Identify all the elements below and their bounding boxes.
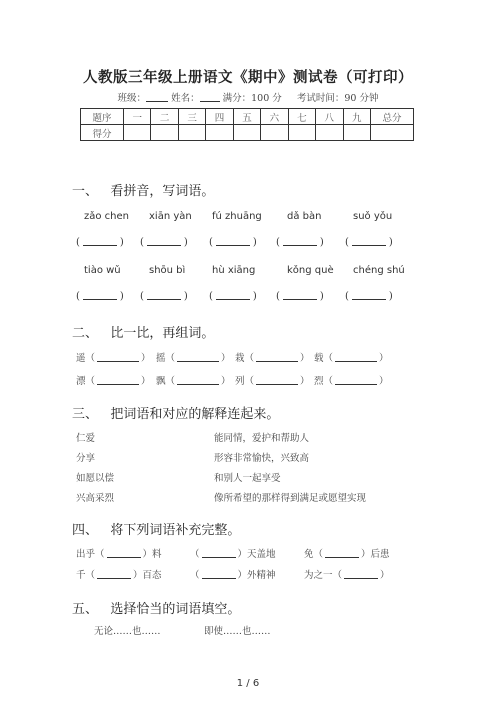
score-col-7: 七 <box>288 109 315 125</box>
section-1-title: 看拼音，写词语。 <box>110 184 215 199</box>
score-col-5: 五 <box>233 109 260 125</box>
section-3-heading <box>72 403 279 422</box>
section-4-title: 将下列词语补充完整。 <box>110 523 241 538</box>
idiom-suffix: ） <box>380 570 390 581</box>
page-number: 1 / 6 <box>236 678 260 689</box>
idiom-suffix: ）天盖地 <box>237 549 276 560</box>
match-word-3[interactable]: 如愿以偿 <box>76 473 115 484</box>
section-1-number: 一、 <box>72 184 99 199</box>
name-blank[interactable] <box>200 91 220 102</box>
idiom-item-1-1[interactable] <box>76 546 162 560</box>
score-col-3: 三 <box>178 109 205 125</box>
pinyin-1-2: xiān yàn <box>149 211 192 222</box>
score-col-8: 八 <box>316 109 343 125</box>
score-col-6: 六 <box>261 109 288 125</box>
answer-blank-2-4[interactable]: ( ) <box>276 291 324 302</box>
match-def-2[interactable]: 形容非常愉快，兴致高 <box>214 453 310 464</box>
answer-blank-1-1[interactable]: ( ) <box>76 237 124 248</box>
match-word-1[interactable]: 仁爱 <box>76 433 96 444</box>
score-col-9: 九 <box>343 109 371 125</box>
compare-item-2-3[interactable]: 列（ ） <box>235 376 310 387</box>
idiom-item-1-2[interactable] <box>190 546 276 560</box>
idiom-suffix: ）百态 <box>133 570 162 581</box>
answer-blank-2-2[interactable]: ( ) <box>140 291 188 302</box>
document-title: 人教版三年级上册语文《期中》测试卷（可打印） <box>83 70 413 86</box>
match-word-2[interactable]: 分享 <box>76 453 96 464</box>
compare-item-2-2[interactable]: 飘（ ） <box>156 376 231 387</box>
answer-blank-1-3[interactable]: ( ) <box>209 237 257 248</box>
score-table <box>80 108 414 141</box>
compare-item-2-4[interactable]: 烈（ ） <box>314 376 389 387</box>
section-2-heading <box>72 322 214 341</box>
score-cell[interactable] <box>151 125 178 141</box>
score-col-2: 二 <box>151 109 178 125</box>
class-blank[interactable] <box>146 91 168 102</box>
answer-blank-1-5[interactable]: ( ) <box>345 237 393 248</box>
pinyin-2-3: hù xiāng <box>212 265 256 276</box>
idiom-item-2-2[interactable] <box>190 567 276 581</box>
choice-word-2: 即使……也…… <box>204 626 271 637</box>
score-header-label: 题序 <box>81 109 124 125</box>
exam-time: 考试时间：90 分钟 <box>296 93 379 104</box>
class-label: 班级： <box>117 93 147 104</box>
section-3-title: 把词语和对应的解释连起来。 <box>110 407 280 422</box>
score-cell[interactable] <box>124 125 151 141</box>
full-score: 满分：100 分 <box>222 93 282 104</box>
score-cell[interactable] <box>316 125 343 141</box>
answer-blank-2-1[interactable]: ( ) <box>76 291 124 302</box>
compare-char: 栽 <box>235 353 245 364</box>
section-5-number: 五、 <box>72 602 99 617</box>
section-2-title: 比一比，再组词。 <box>110 326 215 341</box>
pinyin-1-3: fú zhuāng <box>212 211 262 222</box>
section-5-title: 选择恰当的词语填空。 <box>110 602 241 617</box>
name-label: 姓名： <box>171 93 200 104</box>
idiom-prefix: 免（ <box>304 549 324 560</box>
compare-char: 载 <box>314 353 324 364</box>
score-col-4: 四 <box>206 109 233 125</box>
compare-item-1-1[interactable]: 遥（ ） <box>76 353 151 364</box>
pinyin-2-1: tiào wǔ <box>84 265 121 276</box>
pinyin-1-4: dǎ bàn <box>287 211 322 222</box>
score-cell[interactable] <box>261 125 288 141</box>
pinyin-2-2: shōu bì <box>149 265 186 276</box>
score-row-label: 得分 <box>81 125 124 141</box>
idiom-prefix: （ <box>190 549 200 560</box>
compare-char: 列 <box>235 376 245 387</box>
pinyin-1-1: zǎo chen <box>84 211 129 222</box>
section-2-number: 二、 <box>72 326 99 341</box>
score-col-1: 一 <box>124 109 151 125</box>
idiom-item-1-3[interactable] <box>304 546 390 560</box>
section-4-number: 四、 <box>72 523 99 538</box>
score-cell[interactable] <box>343 125 371 141</box>
answer-blank-2-3[interactable]: ( ) <box>209 291 257 302</box>
answer-blank-1-4[interactable]: ( ) <box>276 237 324 248</box>
score-cell[interactable] <box>288 125 315 141</box>
pinyin-2-4: kǒng què <box>287 265 334 276</box>
score-cell[interactable] <box>233 125 260 141</box>
idiom-prefix: 千（ <box>76 570 96 581</box>
exam-meta <box>0 90 496 104</box>
section-3-number: 三、 <box>72 407 99 422</box>
answer-blank-1-2[interactable]: ( ) <box>140 237 188 248</box>
compare-char: 摇 <box>156 353 166 364</box>
idiom-item-2-3[interactable] <box>304 567 390 581</box>
idiom-suffix: ）后患 <box>361 549 390 560</box>
score-cell[interactable] <box>371 125 414 141</box>
choice-word-1: 无论……也…… <box>94 626 161 637</box>
pinyin-1-5: suǒ yǒu <box>353 211 393 222</box>
idiom-prefix: 为之一（ <box>304 570 343 581</box>
idiom-item-2-1[interactable] <box>76 567 162 581</box>
idiom-suffix: ）外精神 <box>237 570 276 581</box>
compare-char: 烈 <box>314 376 324 387</box>
compare-char: 飘 <box>156 376 166 387</box>
match-def-4[interactable]: 像所希望的那样得到满足或愿望实现 <box>214 493 367 504</box>
idiom-prefix: （ <box>190 570 200 581</box>
idiom-prefix: 出乎（ <box>76 549 105 560</box>
match-def-1[interactable]: 能同情，爱护和帮助人 <box>214 433 310 444</box>
score-cell[interactable] <box>178 125 205 141</box>
section-1-heading <box>72 180 214 199</box>
compare-item-1-2[interactable]: 摇（ ） <box>156 353 231 364</box>
score-col-total: 总分 <box>371 109 414 125</box>
idiom-suffix: ）料 <box>142 549 162 560</box>
match-def-3[interactable]: 和别人一起享受 <box>214 473 281 484</box>
score-table-header-row <box>81 109 414 125</box>
compare-item-1-3[interactable]: 栽（ ） <box>235 353 310 364</box>
compare-char: 遥 <box>76 353 86 364</box>
pinyin-2-5: chéng shú <box>353 265 405 276</box>
answer-blank-2-5[interactable]: ( ) <box>345 291 393 302</box>
score-table-score-row <box>81 125 414 141</box>
compare-item-1-4[interactable]: 载（ ） <box>314 353 389 364</box>
section-4-heading <box>72 519 240 538</box>
score-cell[interactable] <box>206 125 233 141</box>
compare-char: 漂 <box>76 376 86 387</box>
section-5-heading <box>72 598 240 617</box>
match-word-4[interactable]: 兴高采烈 <box>76 493 115 504</box>
compare-item-2-1[interactable]: 漂（ ） <box>76 376 151 387</box>
